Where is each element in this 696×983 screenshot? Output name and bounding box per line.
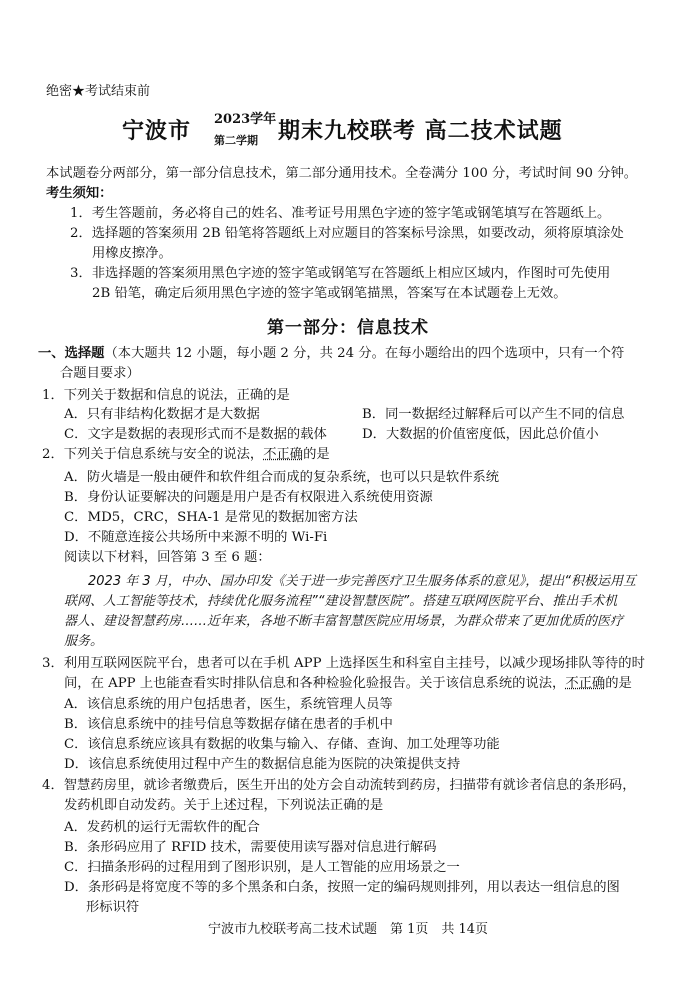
q3-stem: 3．利用互联网医院平台，患者可以在手机 APP 上选择医生和科室自主挂号，以减少现场排队等待的时: [42, 656, 645, 671]
q1-option-c: C．文字是数据的表现形式而不是数据的载体: [64, 427, 327, 442]
q4-option-b: B．条形码应用了 RFID 技术，需要使用读写器对信息进行解码: [64, 840, 437, 855]
q1-option-d: D．大数据的价值密度低，因此总价值小: [362, 427, 599, 442]
part-heading: [38, 344, 624, 364]
notice-item: 用橡皮擦净。: [92, 246, 172, 261]
q1-option-a: A．只有非结构化数据才是大数据: [64, 407, 260, 422]
exam-title: [0, 108, 696, 154]
q3-option-b: B．该信息系统中的挂号信息等数据存储在患者的手机中: [64, 717, 393, 732]
q4-option-a: A．发药机的运行无需软件的配合: [64, 820, 260, 835]
title-semester: 第二学期: [214, 134, 258, 147]
part-heading-line2: 合题目要求）: [60, 366, 140, 381]
q3-option-c: C．该信息系统应该具有数据的收集与输入、存储、查询、加工处理等功能: [64, 737, 500, 752]
notice-item: 3．非选择题的答案须用黑色字迹的签字笔或钢笔写在答题纸上相应区域内，作图时可先使用: [70, 266, 611, 281]
q2-option-a: A．防火墙是一般由硬件和软件组合而成的复杂系统，也可以只是软件系统: [64, 470, 500, 485]
q3-stem-pre: 间，在 APP 上也能查看实时排队信息和各种检验化验报告。关于该信息系统的说法，: [64, 676, 566, 691]
reading-intro: 阅读以下材料，回答第 3 至 6 题：: [64, 550, 271, 565]
reading-line: 器人、建设智慧药房……近年来，各地不断丰富智慧医院应用场景，为群众带来了更加优质的医疗: [64, 614, 624, 629]
intro-line: 本试题卷分两部分，第一部分信息技术，第二部分通用技术。全卷满分 100 分，考试时间 90 分钟。: [46, 166, 638, 181]
title-main: 期末九校联考 高二技术试题: [278, 118, 563, 144]
q2-option-c: C．MD5，CRC，SHA-1 是常见的数据加密方法: [64, 510, 358, 525]
section-title: 第一部分：信息技术: [267, 318, 429, 338]
reading-line: 联网、人工智能等技术，持续优化服务流程”“建设智慧医院”。搭建互联网医院平台、推出手术机: [64, 594, 618, 609]
reading-line: 服务。: [64, 634, 104, 649]
notice-item: 2．选择题的答案须用 2B 铅笔将答题纸上对应题目的答案标号涂黑，如要改动，须将原填涂处: [70, 226, 624, 241]
q2-option-d: D．不随意连接公共场所中来源不明的 Wi-Fi: [64, 530, 328, 545]
q4-option-d-line2: 形标识符: [86, 900, 140, 915]
title-year: 2023学年: [214, 112, 277, 127]
q3-stem-post: 的是: [605, 676, 632, 691]
q4-option-d: D．条形码是将宽度不等的多个黑条和白条，按照一定的编码规则排列，用以表达一组信息的图: [64, 880, 620, 895]
title-city: 宁波市: [122, 118, 192, 144]
q4-stem-line2: 发药机即自动发药。关于上述过程，下列说法正确的是: [64, 798, 384, 813]
page-footer: 宁波市九校联考高二技术试题 第 1页 共 14页: [207, 922, 489, 937]
confidential-label: 绝密★考试结束前: [46, 84, 151, 99]
part-heading-text: （本大题共 12 小题，每小题 2 分，共 24 分。在每小题给出的四个选项中，只有一个符: [104, 346, 625, 361]
q1-option-b: B．同一数据经过解释后可以产生不同的信息: [362, 407, 625, 422]
reading-line: 2023 年 3 月，中办、国办印发《关于进一步完善医疗卫生服务体系的意见》，提出“积极运用互: [88, 574, 636, 589]
notice-item: 1．考生答题前，务必将自己的姓名、准考证号用黑色字迹的签字笔或钢笔填写在答题纸上。: [70, 206, 611, 221]
part-heading-label: 一、选择题: [38, 346, 105, 361]
q3-option-d: D．该信息系统使用过程中产生的数据信息能为医院的决策提供支持: [64, 757, 461, 772]
notice-title: 考生须知：: [46, 186, 113, 201]
q3-option-a: A．该信息系统的用户包括患者，医生，系统管理人员等: [64, 697, 393, 712]
q2-stem-pre: 2．下列关于信息系统与安全的说法，: [42, 447, 264, 462]
q1-stem: 1．下列关于数据和信息的说法，正确的是: [42, 388, 290, 403]
q2-stem-post: 的是: [303, 447, 330, 462]
q3-stem-emphasis: 不正确: [565, 676, 606, 691]
notice-item: 2B 铅笔，确定后须用黑色字迹的签字笔或钢笔描黑，答案写在本试题卷上无效。: [92, 286, 567, 301]
q2-option-b: B．身份认证要解决的问题是用户是否有权限进入系统使用资源: [64, 490, 433, 505]
q2-stem: [42, 445, 330, 465]
q2-stem-emphasis: 不正确: [263, 447, 304, 462]
q3-stem-line2: [64, 674, 632, 694]
q4-option-c: C．扫描条形码的过程用到了图形识别，是人工智能的应用场景之一: [64, 860, 460, 875]
q4-stem: 4．智慧药房里，就诊者缴费后，医生开出的处方会自动流转到药房，扫描带有就诊者信息的条形码，: [42, 778, 636, 793]
